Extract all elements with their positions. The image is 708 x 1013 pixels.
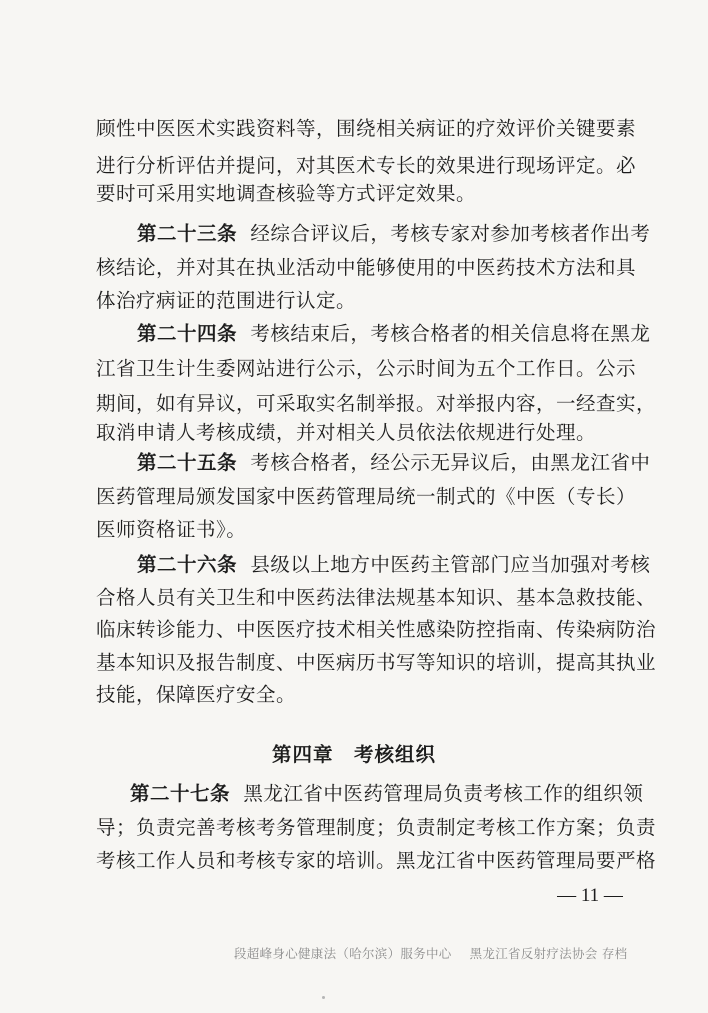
footer-left-text: 段超峰身心健康法（哈尔滨）服务中心 <box>234 946 452 961</box>
text-line: 黑龙江省中医药管理局负责考核工作的组织领 <box>243 782 644 805</box>
article-26-line <box>137 552 651 578</box>
footer-right-text: 黑龙江省反射疗法协会 存档 <box>469 946 628 961</box>
text-line: 要时可采用实地调查核验等方式评定效果。 <box>96 182 477 205</box>
footer-watermark <box>234 944 628 962</box>
text-line: 县级以上地方中医药主管部门应当加强对考核 <box>250 553 651 576</box>
text-line: 医药管理局颁发国家中医药管理局统一制式的《中医（专长） <box>96 485 637 508</box>
text-line: 基本知识及报告制度、中医病历书写等知识的培训，提高其执业 <box>96 651 657 674</box>
text-line: 导；负责完善考核考务管理制度；负责制定考核工作方案；负责 <box>96 816 657 839</box>
article-number: 第二十四条 <box>137 322 238 345</box>
text-line: 核结论，并对其在执业活动中能够使用的中医药技术方法和具 <box>96 256 637 279</box>
text-line: 临床转诊能力、中医医疗技术相关性感染防控指南、传染病防治 <box>96 618 657 641</box>
article-number: 第二十七条 <box>130 782 231 805</box>
article-25-line <box>137 450 651 476</box>
text-line: 体治疗病证的范围进行认定。 <box>96 289 357 312</box>
text-line: 考核合格者，经公示无异议后，由黑龙江省中 <box>250 451 651 474</box>
text-line: 顾性中医医术实践资料等，围绕相关病证的疗效评价关键要素 <box>96 117 637 140</box>
scan-speck <box>322 996 325 999</box>
article-24-line <box>137 321 651 347</box>
article-number: 第二十三条 <box>137 222 238 245</box>
article-number: 第二十六条 <box>137 553 238 576</box>
page-number: — 11 — <box>557 885 623 906</box>
text-line: 经综合评议后，考核专家对参加考核者作出考 <box>250 222 651 245</box>
text-line: 合格人员有关卫生和中医药法律法规基本知识、基本急救技能、 <box>96 586 657 609</box>
article-23-line <box>137 221 651 247</box>
article-number: 第二十五条 <box>137 451 238 474</box>
text-line: 考核结束后，考核合格者的相关信息将在黑龙 <box>250 322 651 345</box>
text-line: 医师资格证书》。 <box>96 518 247 541</box>
article-27-line <box>130 781 644 807</box>
text-line: 江省卫生计生委网站进行公示，公示时间为五个工作日。公示 <box>96 357 637 380</box>
text-line: 取消申请人考核成绩，并对相关人员依法依规进行处理。 <box>96 421 597 444</box>
text-line: 技能，保障医疗安全。 <box>96 683 297 706</box>
text-line: 进行分析评估并提问，对其医术专长的效果进行现场评定。必 <box>96 154 637 177</box>
chapter-heading: 第四章 考核组织 <box>271 743 436 766</box>
text-line: 期间，如有异议，可采取实名制举报。对举报内容，一经查实， <box>96 392 657 415</box>
text-line: 考核工作人员和考核专家的培训。黑龙江省中医药管理局要严格 <box>96 849 657 872</box>
